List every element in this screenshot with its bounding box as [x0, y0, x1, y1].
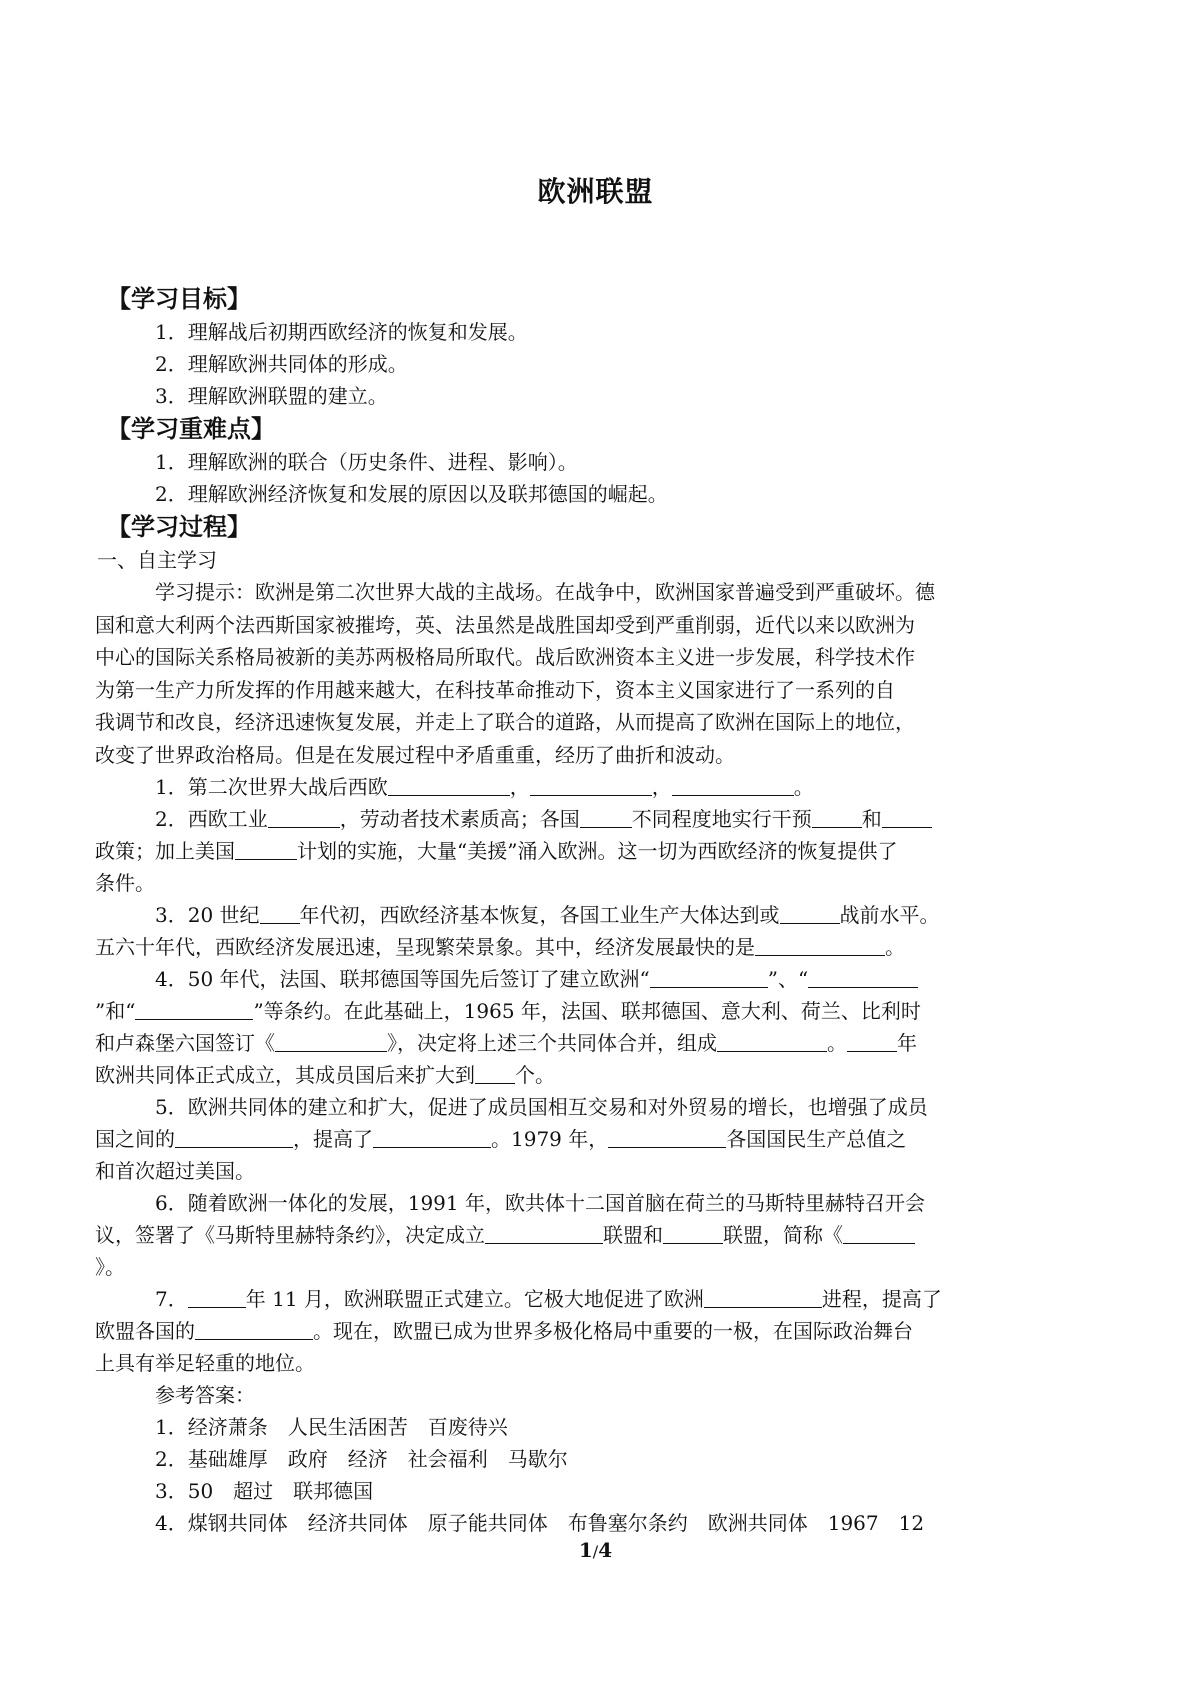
answer-key	[95, 1379, 1095, 1539]
page-title: 欧洲联盟	[537, 175, 654, 208]
fill-blank[interactable]	[388, 775, 510, 796]
section-title: 一、自主学习	[97, 548, 217, 572]
fill-blank[interactable]	[373, 1127, 491, 1148]
hint-line: 为第一生产力所发挥的作用越来越大，在科技革命推动下，资本主义国家进行了一系列的自	[95, 677, 895, 702]
fill-blank[interactable]	[195, 1319, 313, 1340]
fill-blank[interactable]	[260, 903, 300, 924]
fill-blank[interactable]	[235, 839, 297, 860]
fill-blank[interactable]	[755, 935, 885, 956]
fill-blank[interactable]	[580, 807, 632, 828]
fill-blank[interactable]	[663, 1223, 723, 1244]
fill-blank[interactable]	[808, 967, 918, 988]
fill-blank[interactable]	[717, 1031, 827, 1052]
key-points-heading: 【学习重难点】	[107, 415, 275, 443]
goal-item: 3．理解欧洲联盟的建立。	[155, 384, 388, 408]
goal-item: 1．理解战后初期西欧经济的恢复和发展。	[155, 320, 528, 344]
question-7: 7． 年 11 月，欧洲联盟正式建立。它极大地促进了欧洲 进程，提高了 欧盟各国的 。现在，欧盟已成为世界多极化格局中重要的一极，在国际政治舞台 上具有举足轻重的地位。	[95, 1287, 942, 1375]
hint-line: 改变了世界政治格局。但是在发展过程中矛盾重重，经历了曲折和波动。	[95, 742, 735, 767]
question-2: 2．西欧工业 ，劳动者技术素质高；各国 不同程度地实行干预 和 政策；加上美国 计划的实施，大量“美援”涌入欧洲。这一切为西欧经济的恢复提供了 条件。	[95, 803, 1095, 899]
fill-blank[interactable]	[485, 1223, 603, 1244]
answer-item: 1．经济萧条 人民生活困苦 百废待兴	[155, 1415, 508, 1439]
fill-blank[interactable]	[188, 1287, 246, 1308]
fill-blank[interactable]	[704, 1287, 822, 1308]
answers-label: 参考答案：	[155, 1383, 255, 1407]
page-number: 1/4	[578, 1538, 613, 1562]
key-point-item: 2．理解欧洲经济恢复和发展的原因以及联邦德国的崛起。	[155, 482, 668, 506]
fill-blank[interactable]	[843, 1223, 915, 1244]
question-4: 4．50 年代，法国、联邦德国等国先后签订了建立欧洲“ ”、“ ”和“ ”等条约。在此基础上，1965 年，法国、联邦德国、意大利、荷兰、比利时 和卢森堡六国签订《 》，决定将上述三个共同体合并，组成 。 年 欧洲共同体正式成立，其成员国后来扩大到 个。	[95, 967, 921, 1087]
answer-item: 4．煤钢共同体 经济共同体 原子能共同体 布鲁塞尔条约 欧洲共同体 1967 12	[155, 1511, 925, 1535]
fill-blank[interactable]	[135, 999, 253, 1020]
question-3: 3．20 世纪 年代初，西欧经济基本恢复，各国工业生产大体达到或 战前水平。 五六十年代，西欧经济发展迅速，呈现繁荣景象。其中，经济发展最快的是 。	[95, 903, 940, 959]
question-1: 1．第二次世界大战后西欧 ， ， 。	[155, 775, 814, 799]
fill-blank[interactable]	[650, 967, 768, 988]
fill-blank[interactable]	[268, 807, 340, 828]
hint-line: 国和意大利两个法西斯国家被摧垮，英、法虽然是战胜国却受到严重削弱，近代以来以欧洲为	[95, 612, 915, 637]
fill-blank[interactable]	[275, 1031, 387, 1052]
learning-hint	[95, 576, 1095, 771]
fill-blank[interactable]	[780, 903, 840, 924]
fill-blank[interactable]	[530, 775, 652, 796]
hint-line: 学习提示：欧洲是第二次世界大战的主战场。在战争中，欧洲国家普遍受到严重破坏。德	[155, 580, 935, 604]
document-body	[95, 282, 1095, 1539]
goal-item: 2．理解欧洲共同体的形成。	[155, 352, 408, 376]
fill-blank[interactable]	[475, 1063, 515, 1084]
fill-blank[interactable]	[812, 807, 862, 828]
hint-line: 我调节和改良，经济迅速恢复发展，并走上了联合的道路，从而提高了欧洲在国际上的地位，	[95, 710, 915, 734]
key-point-item: 1．理解欧洲的联合（历史条件、进程、影响）。	[155, 450, 578, 474]
fill-blank[interactable]	[608, 1127, 726, 1148]
answer-item: 3．50 超过 联邦德国	[155, 1479, 374, 1503]
fill-blank[interactable]	[672, 775, 794, 796]
process-heading: 【学习过程】	[107, 513, 251, 541]
hint-line: 中心的国际关系格局被新的美苏两极格局所取代。战后欧洲资本主义进一步发展，科学技术作	[95, 645, 915, 669]
fill-blank[interactable]	[847, 1031, 897, 1052]
goals-heading: 【学习目标】	[107, 285, 251, 313]
answer-item: 2．基础雄厚 政府 经济 社会福利 马歇尔	[155, 1447, 568, 1471]
question-6: 6．随着欧洲一体化的发展，1991 年，欧共体十二国首脑在荷兰的马斯特里赫特召开会 议，签署了《马斯特里赫特条约》，决定成立 联盟和 联盟，简称《 》。	[95, 1191, 925, 1279]
fill-blank[interactable]	[882, 807, 932, 828]
fill-blank[interactable]	[175, 1127, 293, 1148]
question-5: 5．欧洲共同体的建立和扩大，促进了成员国相互交易和对外贸易的增长，也增强了成员 国之间的 ，提高了 。1979 年， 各国国民生产总值之 和首次超过美国。	[95, 1095, 928, 1183]
